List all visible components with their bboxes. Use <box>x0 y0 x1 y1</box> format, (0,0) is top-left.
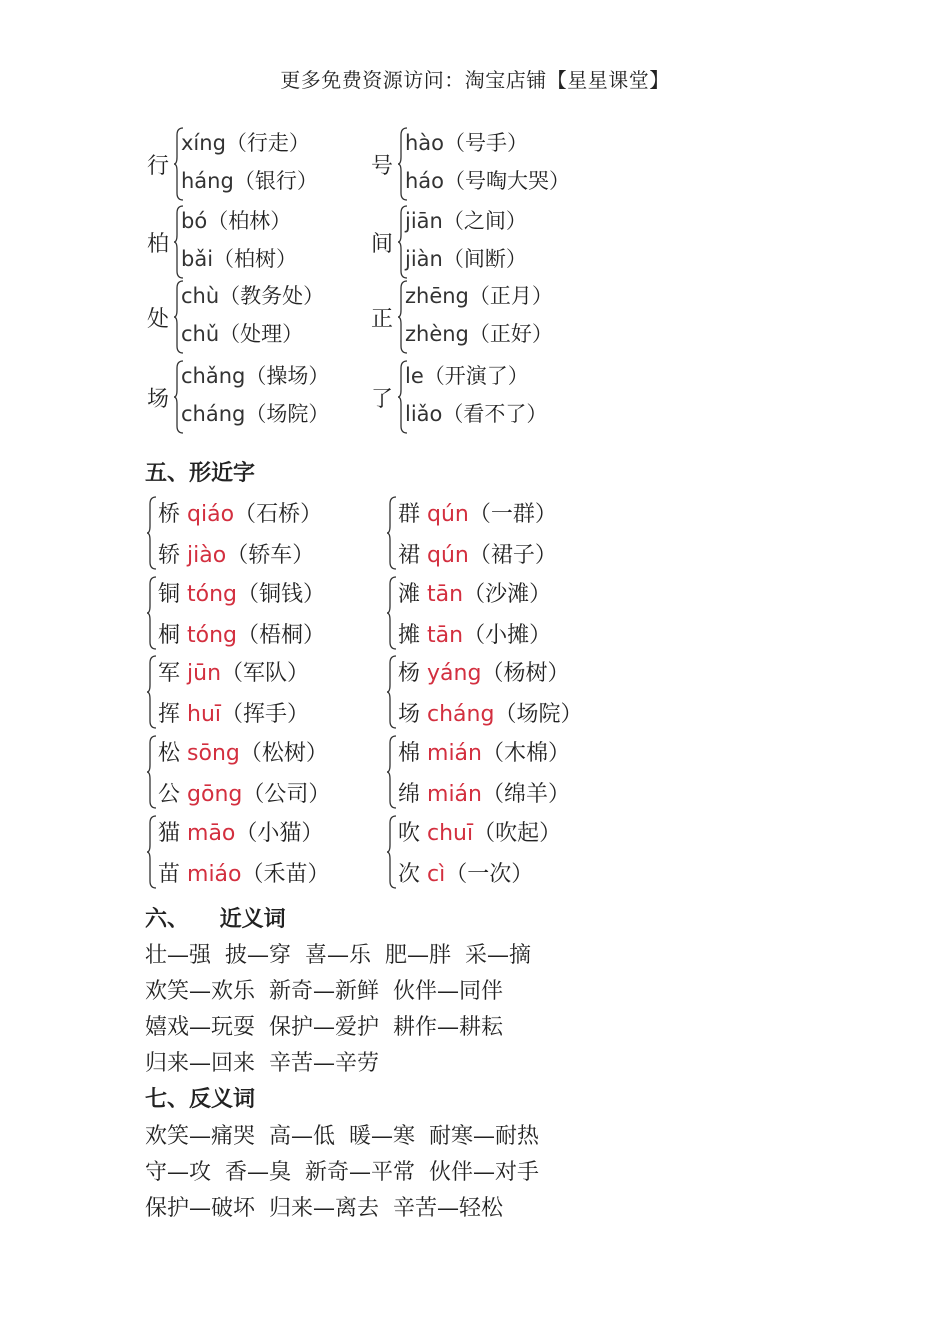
character: 苗 <box>158 862 181 887</box>
open-paren: （ <box>221 702 244 727</box>
example-word: 开演了 <box>444 364 508 388</box>
similar-character-line <box>158 816 323 847</box>
close-paren: ） <box>305 741 328 766</box>
character: 次 <box>398 862 421 887</box>
pinyin: hào <box>405 131 445 155</box>
example-word: 吹起 <box>495 821 540 846</box>
close-paren: ） <box>548 782 571 807</box>
open-paren: （ <box>445 862 468 887</box>
spacer <box>420 582 427 607</box>
close-paren: ） <box>534 543 557 568</box>
similar-character-group <box>386 653 606 733</box>
close-paren: ） <box>296 169 318 193</box>
example-word: 间断 <box>463 247 506 271</box>
character: 猫 <box>158 821 181 846</box>
example-word: 场院 <box>516 702 561 727</box>
pinyin: qún <box>427 543 469 568</box>
similar-character-line <box>398 577 551 608</box>
spacer <box>180 502 187 527</box>
synonym-line: 欢笑—欢乐 新奇—新鲜 伙伴—同伴 <box>145 979 503 1004</box>
similar-character-group <box>146 574 366 654</box>
character: 群 <box>398 502 421 527</box>
spacer <box>180 543 187 568</box>
example-word: 正月 <box>489 284 532 308</box>
brace-icon <box>386 496 398 572</box>
example-word: 松树 <box>261 741 306 766</box>
open-paren: （ <box>481 782 504 807</box>
reading-line <box>181 398 329 428</box>
close-paren: ） <box>539 821 562 846</box>
open-paren: （ <box>241 862 264 887</box>
open-paren: （ <box>245 364 267 388</box>
spacer <box>180 862 187 887</box>
similar-character-line <box>398 697 583 728</box>
open-paren: （ <box>473 821 496 846</box>
spacer <box>420 821 427 846</box>
close-paren: ） <box>303 582 326 607</box>
polyphone-group <box>371 278 591 356</box>
brace-icon <box>386 735 398 811</box>
close-paren: ） <box>287 661 310 686</box>
example-word: 禾苗 <box>263 862 308 887</box>
pinyin: chù <box>181 284 220 308</box>
similar-character-line <box>158 497 322 528</box>
close-paren: ） <box>505 209 527 233</box>
close-paren: ） <box>307 862 330 887</box>
antonym-line: 守—攻 香—臭 新奇—平常 伙伴—对手 <box>145 1160 539 1185</box>
open-paren: （ <box>239 741 262 766</box>
character: 军 <box>158 661 181 686</box>
pinyin: bǎi <box>181 247 214 271</box>
pinyin: liǎo <box>405 402 443 426</box>
polyphone-group <box>147 358 367 436</box>
character: 裙 <box>398 543 421 568</box>
character: 公 <box>158 782 181 807</box>
close-paren: ） <box>303 284 325 308</box>
character: 场 <box>398 702 421 727</box>
spacer <box>180 821 187 846</box>
close-paren: ） <box>549 169 571 193</box>
pinyin: tóng <box>187 582 238 607</box>
pinyin: le <box>405 364 424 388</box>
polyphone-group <box>371 358 591 436</box>
similar-character-group <box>386 813 606 893</box>
brace-icon <box>146 496 158 572</box>
example-word: 铜钱 <box>259 582 304 607</box>
reading-line <box>181 165 318 195</box>
example-word: 杨树 <box>503 661 548 686</box>
antonym-line: 保护—破坏 归来—离去 辛苦—轻松 <box>145 1196 503 1221</box>
example-word: 石桥 <box>256 502 301 527</box>
open-paren: （ <box>481 741 504 766</box>
spacer <box>420 661 427 686</box>
open-paren: （ <box>237 582 260 607</box>
open-paren: （ <box>226 543 249 568</box>
spacer <box>420 543 427 568</box>
character: 绵 <box>398 782 421 807</box>
spacer <box>420 623 427 648</box>
close-paren: ） <box>282 322 304 346</box>
close-paren: ） <box>276 247 298 271</box>
polyphone-character: 柏 <box>147 232 170 257</box>
reading-line <box>181 205 291 235</box>
close-paren: ） <box>288 131 310 155</box>
character: 桐 <box>158 623 181 648</box>
example-word: 看不了 <box>463 402 527 426</box>
pinyin: cháng <box>181 402 246 426</box>
pinyin: zhēng <box>405 284 469 308</box>
reading-line <box>405 165 570 195</box>
polyphone-character: 处 <box>147 307 170 332</box>
pinyin: xíng <box>181 131 226 155</box>
example-word: 操场 <box>266 364 309 388</box>
open-paren: （ <box>237 623 260 648</box>
example-word: 之间 <box>463 209 506 233</box>
pinyin: māo <box>187 821 236 846</box>
close-paren: ） <box>287 702 310 727</box>
close-paren: ） <box>548 741 571 766</box>
example-word: 小摊 <box>485 623 530 648</box>
close-paren: ） <box>308 364 330 388</box>
open-paren: （ <box>234 502 257 527</box>
reading-line <box>405 243 527 273</box>
open-paren: （ <box>213 247 235 271</box>
brace-icon <box>386 655 398 731</box>
reading-line <box>405 205 527 235</box>
character: 松 <box>158 741 181 766</box>
close-paren: ） <box>526 402 548 426</box>
character: 吹 <box>398 821 421 846</box>
synonym-line: 归来—回来 辛苦—辛劳 <box>145 1051 379 1076</box>
spacer <box>420 741 427 766</box>
pinyin: cháng <box>427 702 495 727</box>
example-word: 梧桐 <box>259 623 304 648</box>
close-paren: ） <box>308 402 330 426</box>
polyphone-group <box>147 203 367 281</box>
similar-character-line <box>158 656 309 687</box>
similar-character-line <box>398 497 557 528</box>
reading-line <box>405 360 529 390</box>
pinyin: huī <box>187 702 222 727</box>
similar-character-group <box>386 494 606 574</box>
reading-line <box>181 127 310 157</box>
open-paren: （ <box>442 209 464 233</box>
reading-line <box>181 318 303 348</box>
open-paren: （ <box>242 782 265 807</box>
open-paren: （ <box>494 702 517 727</box>
spacer <box>180 702 187 727</box>
reading-line <box>405 127 528 157</box>
spacer <box>180 661 187 686</box>
similar-character-line <box>398 538 557 569</box>
example-word: 木棉 <box>504 741 549 766</box>
open-paren: （ <box>442 247 464 271</box>
spacer <box>180 782 187 807</box>
open-paren: （ <box>442 402 464 426</box>
spacer <box>180 623 187 648</box>
similar-character-line <box>398 816 561 847</box>
reading-line <box>405 280 553 310</box>
similar-character-line <box>158 577 325 608</box>
brace-icon <box>386 576 398 652</box>
polyphone-character: 正 <box>371 307 394 332</box>
similar-character-line <box>158 538 314 569</box>
pinyin: cì <box>427 862 446 887</box>
pinyin: jūn <box>187 661 222 686</box>
reading-line <box>181 243 297 273</box>
close-paren: ） <box>507 131 529 155</box>
example-word: 场院 <box>266 402 309 426</box>
open-paren: （ <box>468 322 490 346</box>
similar-character-line <box>158 777 330 808</box>
example-word: 号手 <box>465 131 508 155</box>
similar-character-line <box>398 857 533 888</box>
close-paren: ） <box>547 661 570 686</box>
pinyin: bó <box>181 209 208 233</box>
example-word: 沙滩 <box>485 582 530 607</box>
open-paren: （ <box>245 402 267 426</box>
example-word: 军队 <box>243 661 288 686</box>
example-word: 号啕大哭 <box>465 169 550 193</box>
character: 桥 <box>158 502 181 527</box>
polyphone-character: 了 <box>371 387 394 412</box>
open-paren: （ <box>219 322 241 346</box>
similar-character-line <box>398 777 570 808</box>
character: 轿 <box>158 543 181 568</box>
reading-line <box>405 398 547 428</box>
reading-line <box>181 360 329 390</box>
pinyin: chuī <box>427 821 474 846</box>
close-paren: ） <box>505 247 527 271</box>
polyphone-group <box>147 125 367 203</box>
similar-character-line <box>158 697 309 728</box>
open-paren: （ <box>468 502 491 527</box>
open-paren: （ <box>468 543 491 568</box>
section-title-antonyms: 七、反义词 <box>145 1086 256 1112</box>
similar-character-line <box>158 857 330 888</box>
pinyin: tān <box>427 582 464 607</box>
spacer <box>420 862 427 887</box>
pinyin: tóng <box>187 623 238 648</box>
open-paren: （ <box>468 284 490 308</box>
open-paren: （ <box>444 131 466 155</box>
example-word: 一群 <box>490 502 535 527</box>
close-paren: ） <box>308 782 331 807</box>
polyphone-character: 行 <box>147 154 170 179</box>
pinyin: yáng <box>427 661 482 686</box>
example-word: 行走 <box>246 131 289 155</box>
example-word: 柏林 <box>228 209 271 233</box>
example-word: 一次 <box>467 862 512 887</box>
polyphone-group <box>147 278 367 356</box>
similar-character-group <box>146 494 366 574</box>
close-paren: ） <box>301 821 324 846</box>
similar-character-line <box>398 618 551 649</box>
open-paren: （ <box>423 364 445 388</box>
close-paren: ） <box>531 322 553 346</box>
reading-line <box>181 280 324 310</box>
section-title-synonyms: 六、 近义词 <box>145 906 286 932</box>
open-paren: （ <box>219 284 241 308</box>
antonym-line: 欢笑—痛哭 高—低 暖—寒 耐寒—耐热 <box>145 1124 539 1149</box>
pinyin: chǎng <box>181 364 246 388</box>
open-paren: （ <box>444 169 466 193</box>
open-paren: （ <box>481 661 504 686</box>
reading-line <box>405 318 553 348</box>
close-paren: ） <box>292 543 315 568</box>
polyphone-character: 间 <box>371 232 394 257</box>
close-paren: ） <box>270 209 292 233</box>
example-word: 公司 <box>264 782 309 807</box>
close-paren: ） <box>560 702 583 727</box>
similar-character-group <box>146 813 366 893</box>
example-word: 柏树 <box>234 247 277 271</box>
spacer <box>420 502 427 527</box>
brace-icon <box>386 815 398 891</box>
pinyin: zhèng <box>405 322 469 346</box>
close-paren: ） <box>303 623 326 648</box>
pinyin: háng <box>181 169 234 193</box>
example-word: 教务处 <box>240 284 304 308</box>
example-word: 挥手 <box>243 702 288 727</box>
similar-character-line <box>158 618 325 649</box>
polyphone-character: 场 <box>147 387 170 412</box>
close-paren: ） <box>529 582 552 607</box>
close-paren: ） <box>300 502 323 527</box>
brace-icon <box>146 655 158 731</box>
open-paren: （ <box>207 209 229 233</box>
open-paren: （ <box>233 169 255 193</box>
example-word: 裙子 <box>490 543 535 568</box>
close-paren: ） <box>507 364 529 388</box>
example-word: 正好 <box>489 322 532 346</box>
page-header: 更多免费资源访问：淘宝店铺【星星课堂】 <box>280 68 670 92</box>
pinyin: gōng <box>187 782 243 807</box>
similar-character-group <box>386 574 606 654</box>
character: 挥 <box>158 702 181 727</box>
spacer <box>420 782 427 807</box>
pinyin: mián <box>427 782 482 807</box>
pinyin: qún <box>427 502 469 527</box>
similar-character-group <box>146 733 366 813</box>
polyphone-character: 号 <box>371 154 394 179</box>
pinyin: tān <box>427 623 464 648</box>
similar-character-group <box>146 653 366 733</box>
similar-character-line <box>398 656 569 687</box>
open-paren: （ <box>221 661 244 686</box>
character: 滩 <box>398 582 421 607</box>
polyphone-group <box>371 203 591 281</box>
pinyin: qiáo <box>187 502 235 527</box>
example-word: 小猫 <box>257 821 302 846</box>
close-paren: ） <box>534 502 557 527</box>
open-paren: （ <box>463 623 486 648</box>
similar-character-line <box>398 736 570 767</box>
pinyin: mián <box>427 741 482 766</box>
brace-icon <box>146 576 158 652</box>
close-paren: ） <box>511 862 534 887</box>
pinyin: sōng <box>187 741 240 766</box>
example-word: 处理 <box>240 322 283 346</box>
pinyin: miáo <box>187 862 242 887</box>
pinyin: háo <box>405 169 445 193</box>
brace-icon <box>146 815 158 891</box>
synonym-line: 嬉戏—玩耍 保护—爱护 耕作—耕耘 <box>145 1015 503 1040</box>
spacer <box>180 741 187 766</box>
similar-character-line <box>158 736 328 767</box>
pinyin: jiàn <box>405 247 443 271</box>
example-word: 银行 <box>254 169 297 193</box>
character: 棉 <box>398 741 421 766</box>
close-paren: ） <box>531 284 553 308</box>
spacer <box>180 582 187 607</box>
example-word: 绵羊 <box>504 782 549 807</box>
pinyin: jiān <box>405 209 443 233</box>
pinyin: chǔ <box>181 322 220 346</box>
character: 杨 <box>398 661 421 686</box>
close-paren: ） <box>529 623 552 648</box>
character: 铜 <box>158 582 181 607</box>
open-paren: （ <box>463 582 486 607</box>
brace-icon <box>146 735 158 811</box>
pinyin: jiào <box>187 543 227 568</box>
spacer <box>420 702 427 727</box>
polyphone-group <box>371 125 591 203</box>
synonym-line: 壮—强 披—穿 喜—乐 肥—胖 采—摘 <box>145 943 531 968</box>
open-paren: （ <box>235 821 258 846</box>
similar-character-group <box>386 733 606 813</box>
example-word: 轿车 <box>248 543 293 568</box>
character: 摊 <box>398 623 421 648</box>
open-paren: （ <box>225 131 247 155</box>
section-title-similar-characters: 五、形近字 <box>145 460 256 486</box>
